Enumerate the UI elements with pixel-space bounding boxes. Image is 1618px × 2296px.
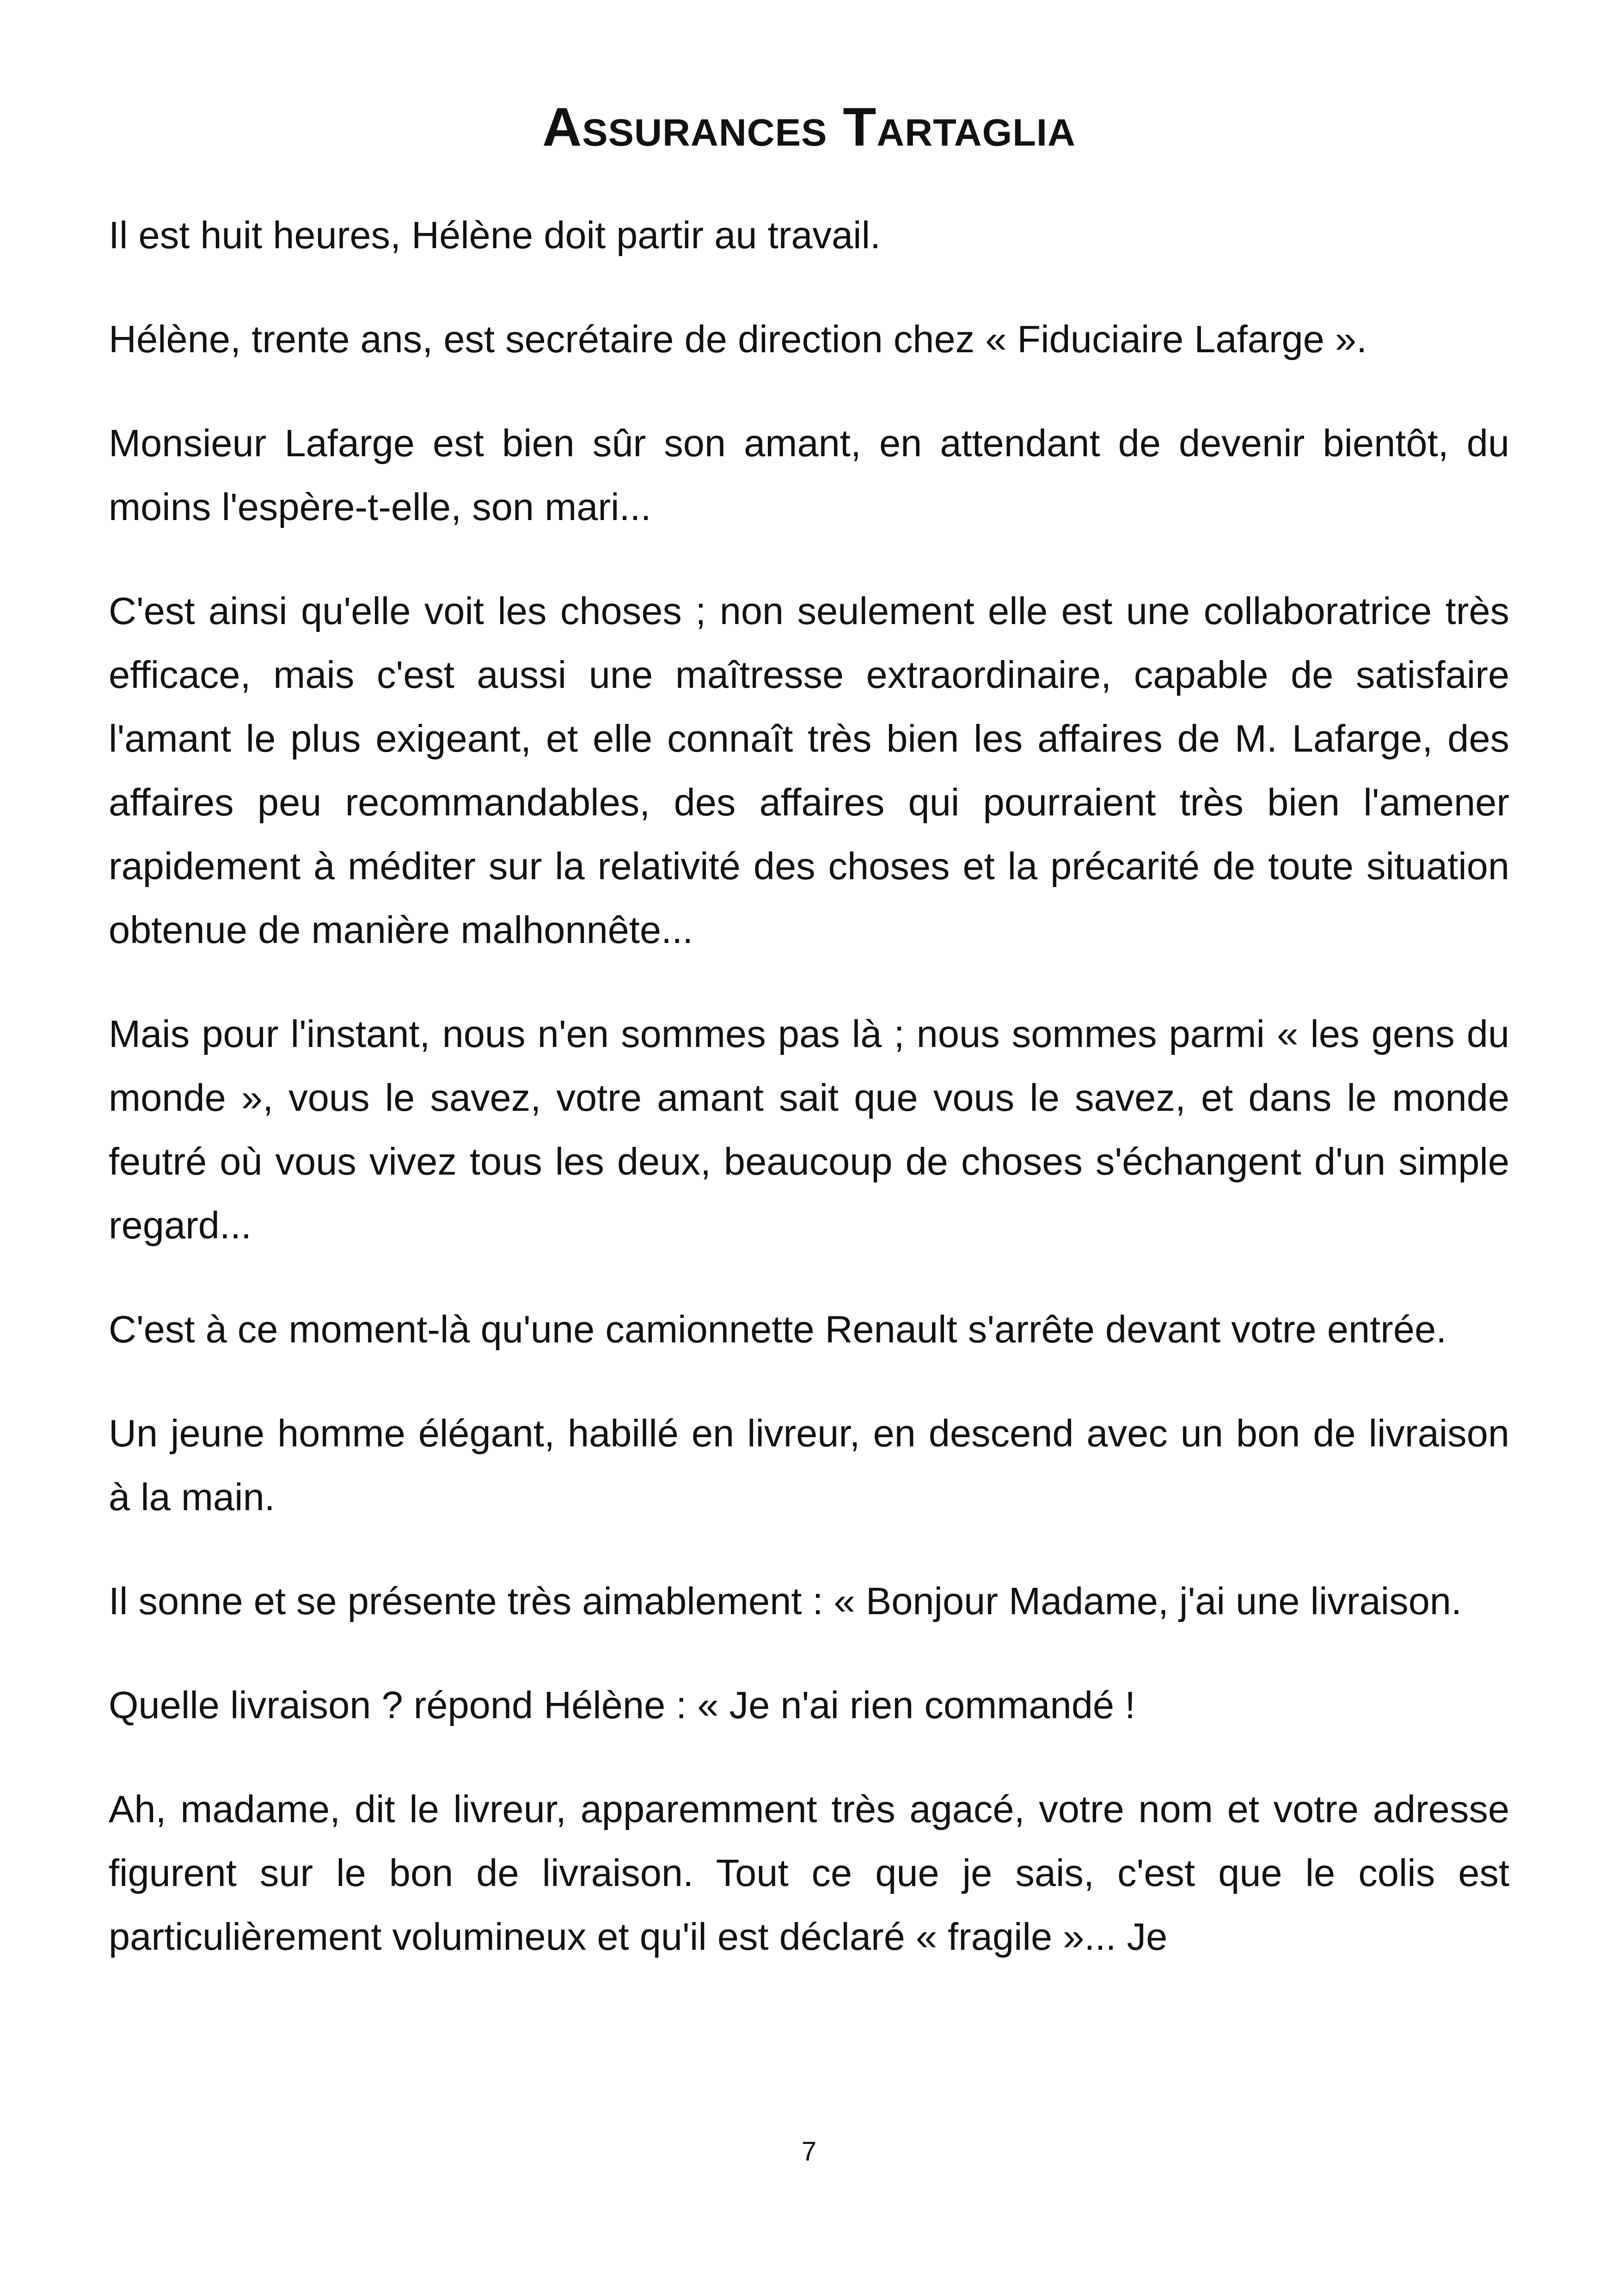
page-title: Assurances Tartaglia xyxy=(542,97,1076,158)
body-text xyxy=(109,203,1509,2009)
paragraph: C'est à ce moment-là qu'une camionnette Renault s'arrête devant votre entrée. xyxy=(109,1308,1447,1351)
page-number: 7 xyxy=(801,2137,817,2167)
paragraph: Mais pour l'instant, nous n'en sommes pas là ; nous sommes parmi « les gens du monde », vous le savez, votre amant sait que vous le savez, et dans le monde feutré où vous vivez tous les deux, beaucoup de choses s'échangent d'un simple regard... xyxy=(109,1012,1509,1247)
paragraph: Quelle livraison ? répond Hélène : « Je n'ai rien commandé ! xyxy=(109,1684,1136,1727)
paragraph: Il est huit heures, Hélène doit partir au travail. xyxy=(109,214,881,257)
paragraph: C'est ainsi qu'elle voit les choses ; non seulement elle est une collaboratrice très efficace, mais c'est aussi une maîtresse extraordinaire, capable de satisfaire l'amant le plus exigeant, et elle connaît très bien les affaires de M. Lafarge, des affaires peu recommandables, des affaires qui pourraient très bien l'amener rapidement à méditer sur la relativité des choses et la précarité de toute situation obtenue de manière malhonnête... xyxy=(109,589,1509,951)
paragraph: Il sonne et se présente très aimablement : « Bonjour Madame, j'ai une livraison. xyxy=(109,1580,1462,1623)
paragraph: Hélène, trente ans, est secrétaire de direction chez « Fiduciaire Lafarge ». xyxy=(109,318,1367,361)
paragraph: Ah, madame, dit le livreur, apparemment très agacé, votre nom et votre adresse figurent sur le bon de livraison. Tout ce que je sais, c'est que le colis est particulièrement volumineux et qu'il est déclaré « fragile »... Je xyxy=(109,1788,1509,1958)
paragraph: Monsieur Lafarge est bien sûr son amant, en attendant de devenir bientôt, du moins l'espère-t-elle, son mari... xyxy=(109,422,1509,528)
paragraph: Un jeune homme élégant, habillé en livreur, en descend avec un bon de livraison à la main. xyxy=(109,1412,1509,1518)
